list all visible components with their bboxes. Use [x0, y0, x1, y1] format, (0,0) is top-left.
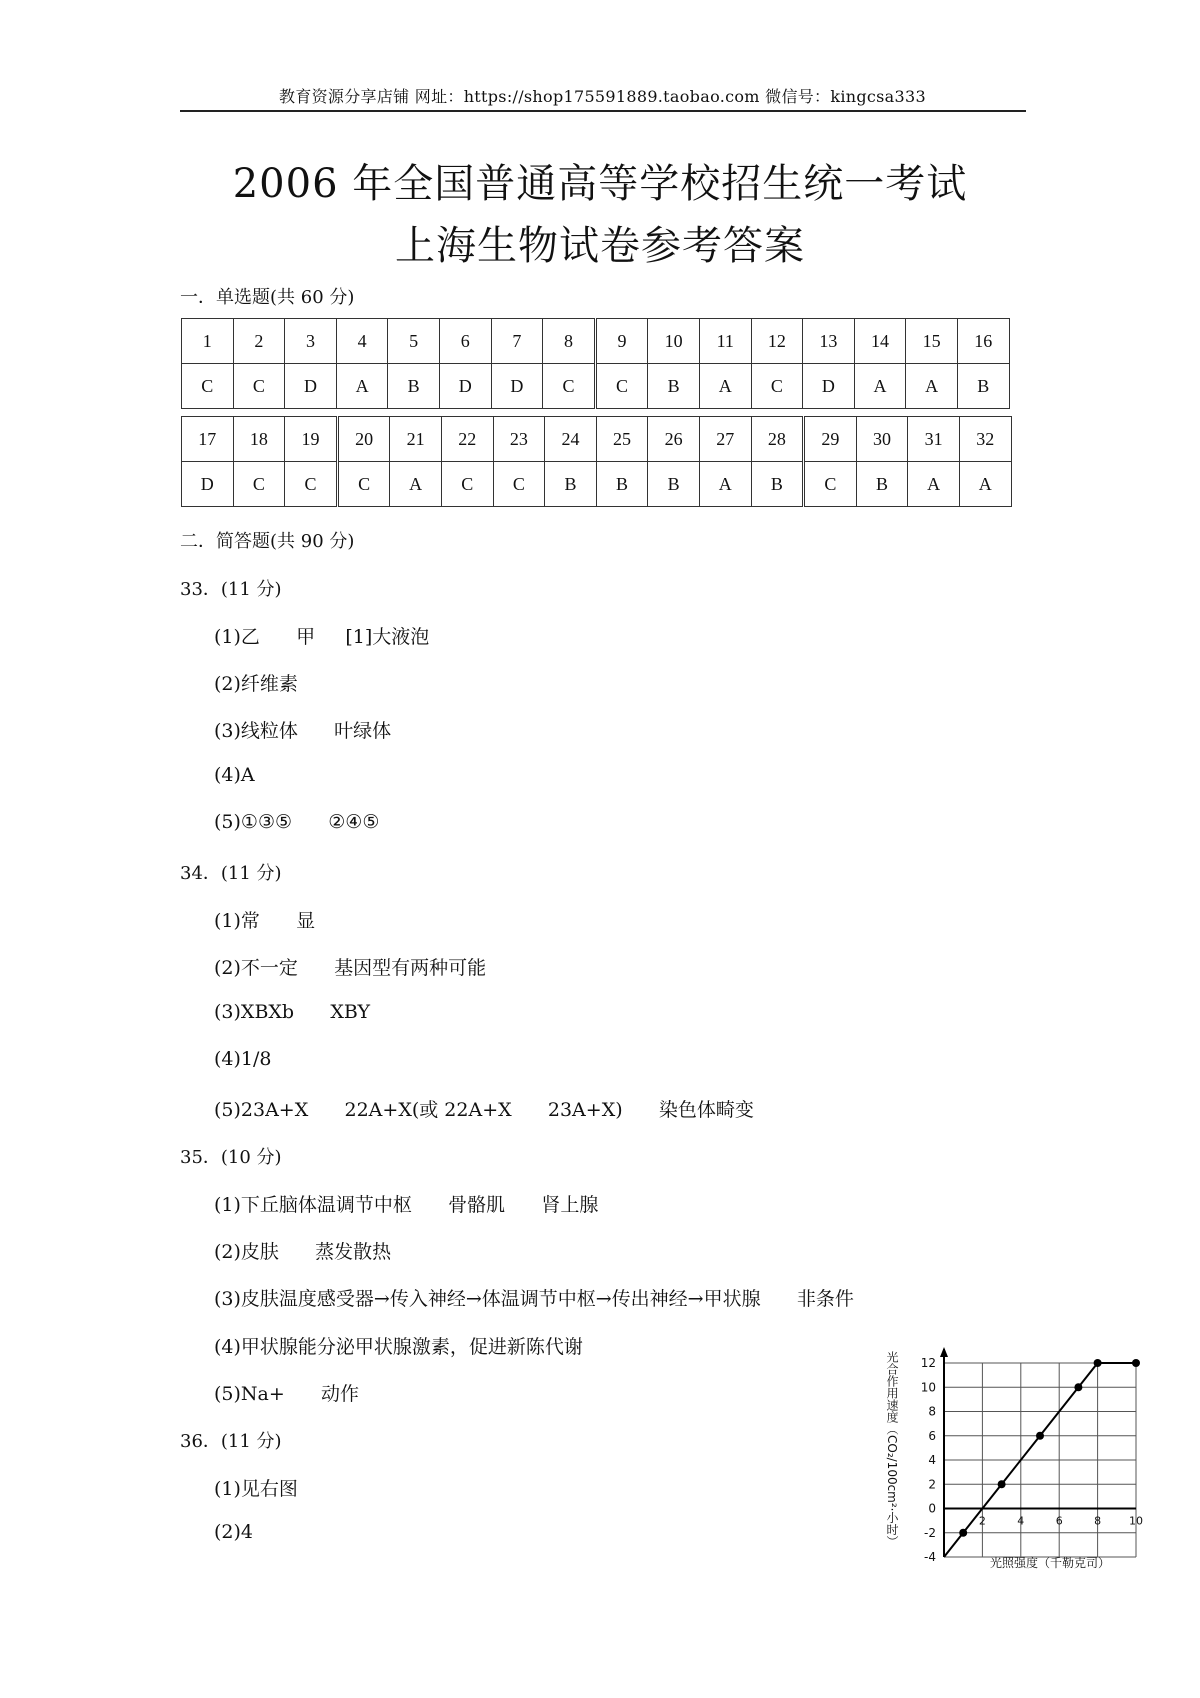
answer-cell: C: [182, 364, 234, 409]
question-number: 22: [441, 417, 493, 462]
answer-cell: A: [959, 462, 1011, 507]
question-number: 12: [751, 319, 803, 364]
data-point: [1094, 1359, 1102, 1367]
question-number: 17: [182, 417, 234, 462]
y-tick-label: 10: [920, 1380, 936, 1395]
answer-cell: C: [751, 364, 803, 409]
question-35-head: 35．(10 分): [180, 1147, 282, 1168]
q34-answer-3: (3)XBXb XBY: [214, 1001, 371, 1023]
question-number: 7: [491, 319, 543, 364]
section1-label: 一．单选题(共 60 分): [180, 287, 355, 308]
y-tick-label: 4: [928, 1453, 936, 1467]
y-tick-label: -4: [924, 1550, 936, 1564]
doc-title-line1: 2006 年全国普通高等学校招生统一考试: [232, 161, 968, 207]
question-number: 20: [337, 417, 390, 462]
question-number: 27: [699, 417, 751, 462]
y-tick-label: -2: [924, 1525, 936, 1540]
table-row-numbers: [182, 319, 1010, 364]
x-tick-label: 4: [1017, 1514, 1025, 1528]
x-tick-label: 2: [978, 1514, 986, 1528]
x-tick-label: 8: [1094, 1514, 1102, 1528]
answer-table-2: [181, 416, 1012, 507]
answer-cell: A: [336, 364, 388, 409]
answer-cell: C: [595, 364, 648, 409]
data-point: [959, 1529, 967, 1537]
q34-answer-4: (4)1/8: [214, 1048, 272, 1070]
answer-cell: A: [908, 462, 960, 507]
question-number: 1: [182, 319, 234, 364]
question-36-head: 36．(11 分): [180, 1431, 282, 1452]
q34-answer-5: (5)23A+X 22A+X(或 22A+X 23A+X) 染色体畸变: [214, 1099, 754, 1121]
answer-cell: C: [285, 462, 338, 507]
question-number: 18: [233, 417, 285, 462]
answer-cell: A: [906, 364, 958, 409]
question-number: 21: [390, 417, 442, 462]
question-number: 6: [439, 319, 491, 364]
question-number: 23: [493, 417, 545, 462]
question-number: 11: [699, 319, 751, 364]
q35-answer-1: (1)下丘脑体温调节中枢 骨骼肌 肾上腺: [214, 1194, 599, 1216]
question-number: 2: [233, 319, 285, 364]
answer-cell: B: [545, 462, 597, 507]
table-row-numbers: [182, 417, 1012, 462]
q33-answer-5: (5)①③⑤ ②④⑤: [214, 811, 380, 833]
q35-answer-3: (3)皮肤温度感受器→传入神经→体温调节中枢→传出神经→甲状腺 非条件: [214, 1288, 854, 1310]
q35-answer-4: (4)甲状腺能分泌甲状腺激素，促进新陈代谢: [214, 1336, 583, 1358]
question-number: 32: [959, 417, 1011, 462]
chart-grid: [944, 1363, 1136, 1557]
q33-answer-3: (3)线粒体 叶绿体: [214, 720, 392, 742]
question-number: 9: [595, 319, 648, 364]
answer-cell: C: [493, 462, 545, 507]
question-number: 13: [803, 319, 855, 364]
y-tick-label: 0: [928, 1501, 936, 1516]
x-tick-label: 6: [1055, 1514, 1063, 1528]
data-point: [1036, 1432, 1044, 1440]
answer-cell: C: [441, 462, 493, 507]
answer-cell: D: [439, 364, 491, 409]
answer-cell: B: [596, 462, 648, 507]
answer-cell: D: [285, 364, 337, 409]
data-point: [1132, 1359, 1140, 1367]
question-number: 4: [336, 319, 388, 364]
question-number: 5: [388, 319, 440, 364]
chart-xlabel: 光照强度（千勒克司）: [990, 1556, 1111, 1570]
answer-cell: B: [957, 364, 1009, 409]
q33-answer-2: (2)纤维素: [214, 673, 298, 695]
q34-answer-2: (2)不一定 基因型有两种可能: [214, 957, 487, 979]
q33-answer-1: (1)乙 甲 [1]大液泡: [214, 626, 430, 648]
table-row-answers: [182, 364, 1010, 409]
section2-label: 二．简答题(共 90 分): [180, 531, 355, 552]
question-number: 15: [906, 319, 958, 364]
y-tick-label: 8: [928, 1404, 936, 1419]
table-row-answers: [182, 462, 1012, 507]
answer-cell: B: [856, 462, 908, 507]
question-number: 24: [545, 417, 597, 462]
q36-answer-1: (1)见右图: [214, 1478, 298, 1500]
question-number: 3: [285, 319, 337, 364]
question-number: 16: [957, 319, 1009, 364]
answer-table-1: [181, 318, 1010, 409]
answer-cell: A: [699, 462, 751, 507]
question-number: 25: [596, 417, 648, 462]
question-number: 14: [854, 319, 906, 364]
answer-cell: B: [388, 364, 440, 409]
answer-cell: D: [182, 462, 234, 507]
answer-cell: C: [337, 462, 390, 507]
answer-cell: C: [543, 364, 596, 409]
x-tick-label: 10: [1129, 1514, 1143, 1528]
q36-answer-2: (2)4: [214, 1521, 254, 1543]
question-number: 19: [285, 417, 338, 462]
y-tick-label: 2: [928, 1477, 936, 1492]
question-number: 10: [648, 319, 700, 364]
answer-cell: A: [699, 364, 751, 409]
question-33-head: 33．(11 分): [180, 579, 282, 600]
page-header: 教育资源分享店铺 网址：https://shop175591889.taobao.com 微信号：kingcsa333: [279, 87, 926, 106]
answer-cell: A: [390, 462, 442, 507]
q35-answer-2: (2)皮肤 蒸发散热: [214, 1241, 392, 1263]
question-number: 26: [648, 417, 700, 462]
chart-ylabel: 光合作用速度（CO₂/100cm²·小时）: [885, 1351, 899, 1548]
data-point: [998, 1480, 1006, 1488]
photosynthesis-chart: [880, 1345, 1145, 1575]
q34-answer-1: (1)常 显: [214, 910, 316, 932]
question-number: 28: [751, 417, 804, 462]
y-tick-label: 12: [920, 1356, 936, 1370]
question-number: 30: [856, 417, 908, 462]
answer-cell: B: [648, 364, 700, 409]
q33-answer-4: (4)A: [214, 764, 255, 786]
answer-cell: D: [491, 364, 543, 409]
y-tick-label: 6: [928, 1428, 936, 1443]
answer-cell: C: [233, 364, 285, 409]
answer-cell: A: [854, 364, 906, 409]
question-number: 31: [908, 417, 960, 462]
answer-cell: D: [803, 364, 855, 409]
question-number: 29: [804, 417, 857, 462]
data-point: [1074, 1383, 1082, 1391]
q35-answer-5: (5)Na+ 动作: [214, 1383, 360, 1405]
header-rule: [180, 110, 1026, 112]
answer-cell: B: [648, 462, 700, 507]
answer-cell: C: [804, 462, 857, 507]
answer-cell: C: [233, 462, 285, 507]
question-number: 8: [543, 319, 596, 364]
answer-cell: B: [751, 462, 804, 507]
y-axis-arrow: [940, 1347, 948, 1357]
chart-series: [944, 1359, 1140, 1557]
question-34-head: 34．(11 分): [180, 863, 282, 884]
doc-title-line2: 上海生物试卷参考答案: [395, 223, 805, 269]
